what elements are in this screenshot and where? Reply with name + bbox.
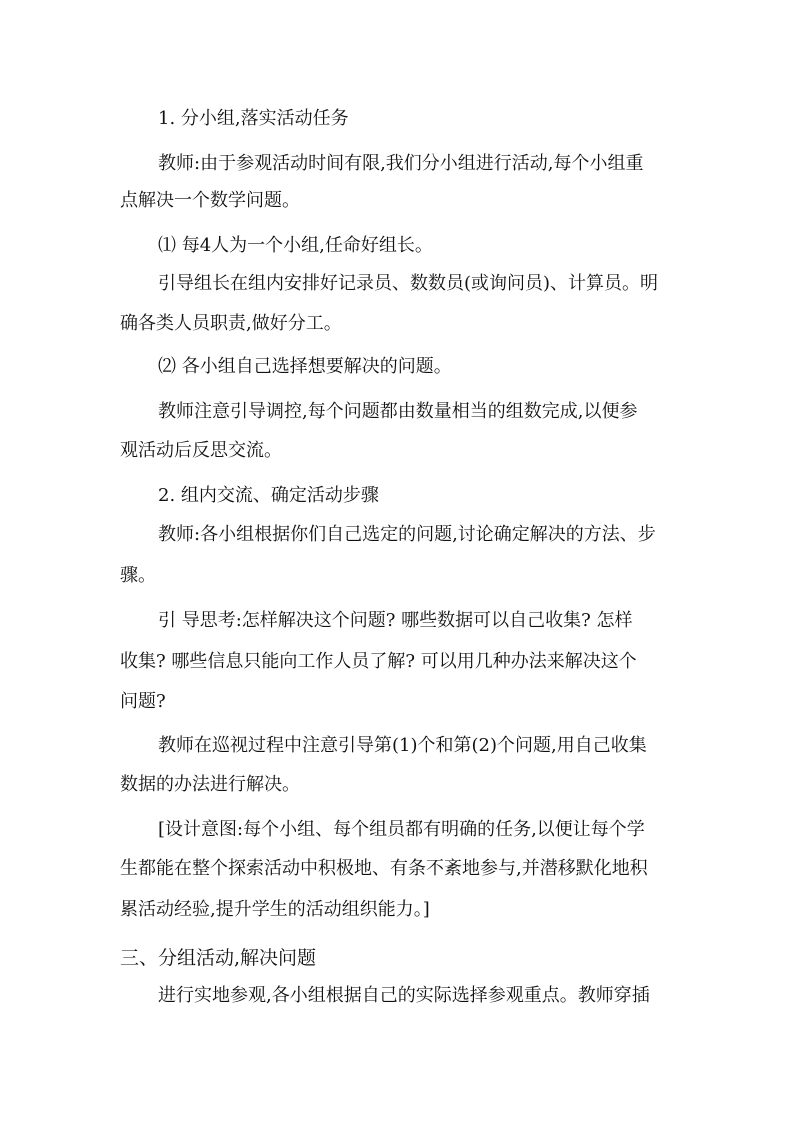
paragraph-line: 数据的办法进行解决。: [120, 774, 300, 795]
paragraph-line: 教师:各小组根据你们自己选定的问题,讨论确定解决的方法、步: [158, 524, 656, 545]
paragraph-line: 问题?: [120, 691, 166, 712]
paragraph-line: ⑵ 各小组自己选择想要解决的问题。: [158, 356, 452, 377]
paragraph-line: 收集? 哪些信息只能向工作人员了解? 可以用几种办法来解决这个: [120, 651, 637, 672]
subheading-2: 2. 组内交流、确定活动步骤: [158, 485, 379, 506]
paragraph-line: 进行实地参观,各小组根据自己的实际选择参观重点。教师穿插: [158, 985, 650, 1006]
paragraph-line: ⑴ 每4人为一个小组,任命好组长。: [158, 235, 433, 256]
paragraph-line: 教师在巡视过程中注意引导第(1)个和第(2)个问题,用自己收集: [158, 735, 647, 756]
paragraph-line: 引 导思考:怎样解决这个问题? 哪些数据可以自己收集? 怎样: [158, 610, 633, 631]
paragraph-line: 生都能在整个探索活动中积极地、有条不紊地参与,并潜移默化地积: [120, 858, 648, 879]
paragraph-line: 累活动经验,提升学生的活动组织能力。]: [120, 899, 430, 920]
subheading-1: 1. 分小组,落实活动任务: [158, 108, 349, 129]
paragraph-line: [设计意图:每个小组、每个组员都有明确的任务,以便让每个学: [158, 819, 645, 840]
paragraph-line: 引导组长在组内安排好记录员、数数员(或询问员)、计算员。明: [158, 273, 659, 294]
section-heading: 三、分组活动,解决问题: [120, 947, 317, 969]
paragraph-line: 教师注意引导调控,每个问题都由数量相当的组数完成,以便参: [158, 401, 638, 422]
paragraph-line: 点解决一个数学问题。: [120, 190, 300, 211]
paragraph-line: 骤。: [120, 565, 156, 586]
paragraph-line: 观活动后反思交流。: [120, 440, 282, 461]
paragraph-line: 教师:由于参观活动时间有限,我们分小组进行活动,每个小组重: [158, 153, 644, 174]
paragraph-line: 确各类人员职责,做好分工。: [120, 313, 342, 334]
